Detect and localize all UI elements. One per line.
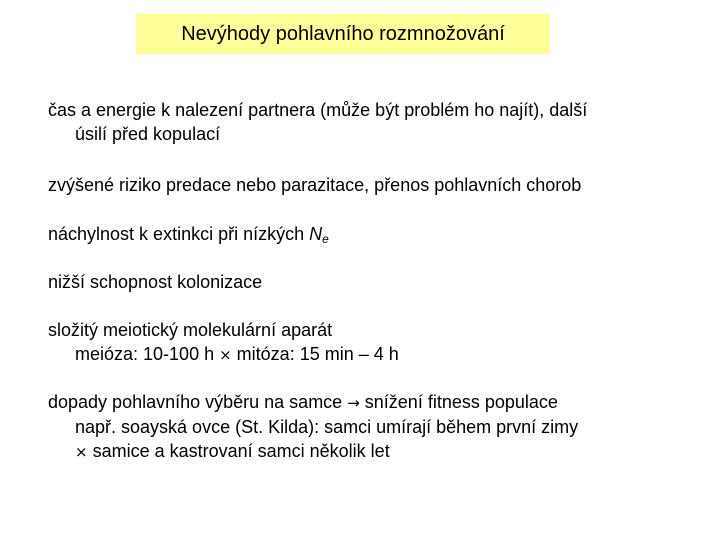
arrow-right-icon: → — [347, 394, 360, 412]
list-item-continuation: např. soayská ovce (St. Kilda): samci umírají během první zimy — [75, 417, 579, 437]
list-item-meiosis — [48, 318, 399, 367]
list-item-line — [48, 222, 329, 246]
slide-title-box — [136, 14, 550, 54]
meiosis-duration: meióza: 10-100 h — [75, 344, 220, 364]
ne-subscript: e — [322, 232, 329, 246]
list-item-line: čas a energie k nalezení partnera (může být problém ho najít), další — [48, 100, 588, 120]
list-item-predation-risk — [48, 173, 581, 197]
list-item-continuation — [48, 439, 578, 464]
list-item-continuation — [48, 342, 399, 367]
list-item-text: dopady pohlavního výběru na samce — [48, 392, 348, 412]
list-item-sexual-selection — [48, 390, 578, 464]
times-symbol: × — [219, 346, 232, 364]
list-item-text: snížení fitness populace — [359, 392, 558, 412]
list-item-continuation: úsilí před kopulací — [75, 124, 221, 144]
list-item-text: náchylnost k extinkci při nízkých — [48, 224, 310, 244]
list-item-line: složitý meiotický molekulární aparát — [48, 320, 333, 340]
list-item-partner-search — [48, 98, 587, 146]
times-symbol: × — [75, 443, 88, 461]
slide-title: Nevýhody pohlavního rozmnožování — [181, 22, 505, 45]
list-item-line — [48, 390, 578, 415]
mitosis-duration: mitóza: 15 min – 4 h — [231, 344, 399, 364]
list-item-line: nižší schopnost kolonizace — [48, 272, 263, 292]
list-item-line: zvýšené riziko predace nebo parazitace, přenos pohlavních chorob — [48, 175, 582, 195]
list-item-text: samice a kastrovaní samci několik let — [87, 441, 390, 461]
list-item-extinction — [48, 222, 329, 246]
list-item-colonization — [48, 270, 262, 294]
ne-variable: N — [309, 224, 323, 244]
